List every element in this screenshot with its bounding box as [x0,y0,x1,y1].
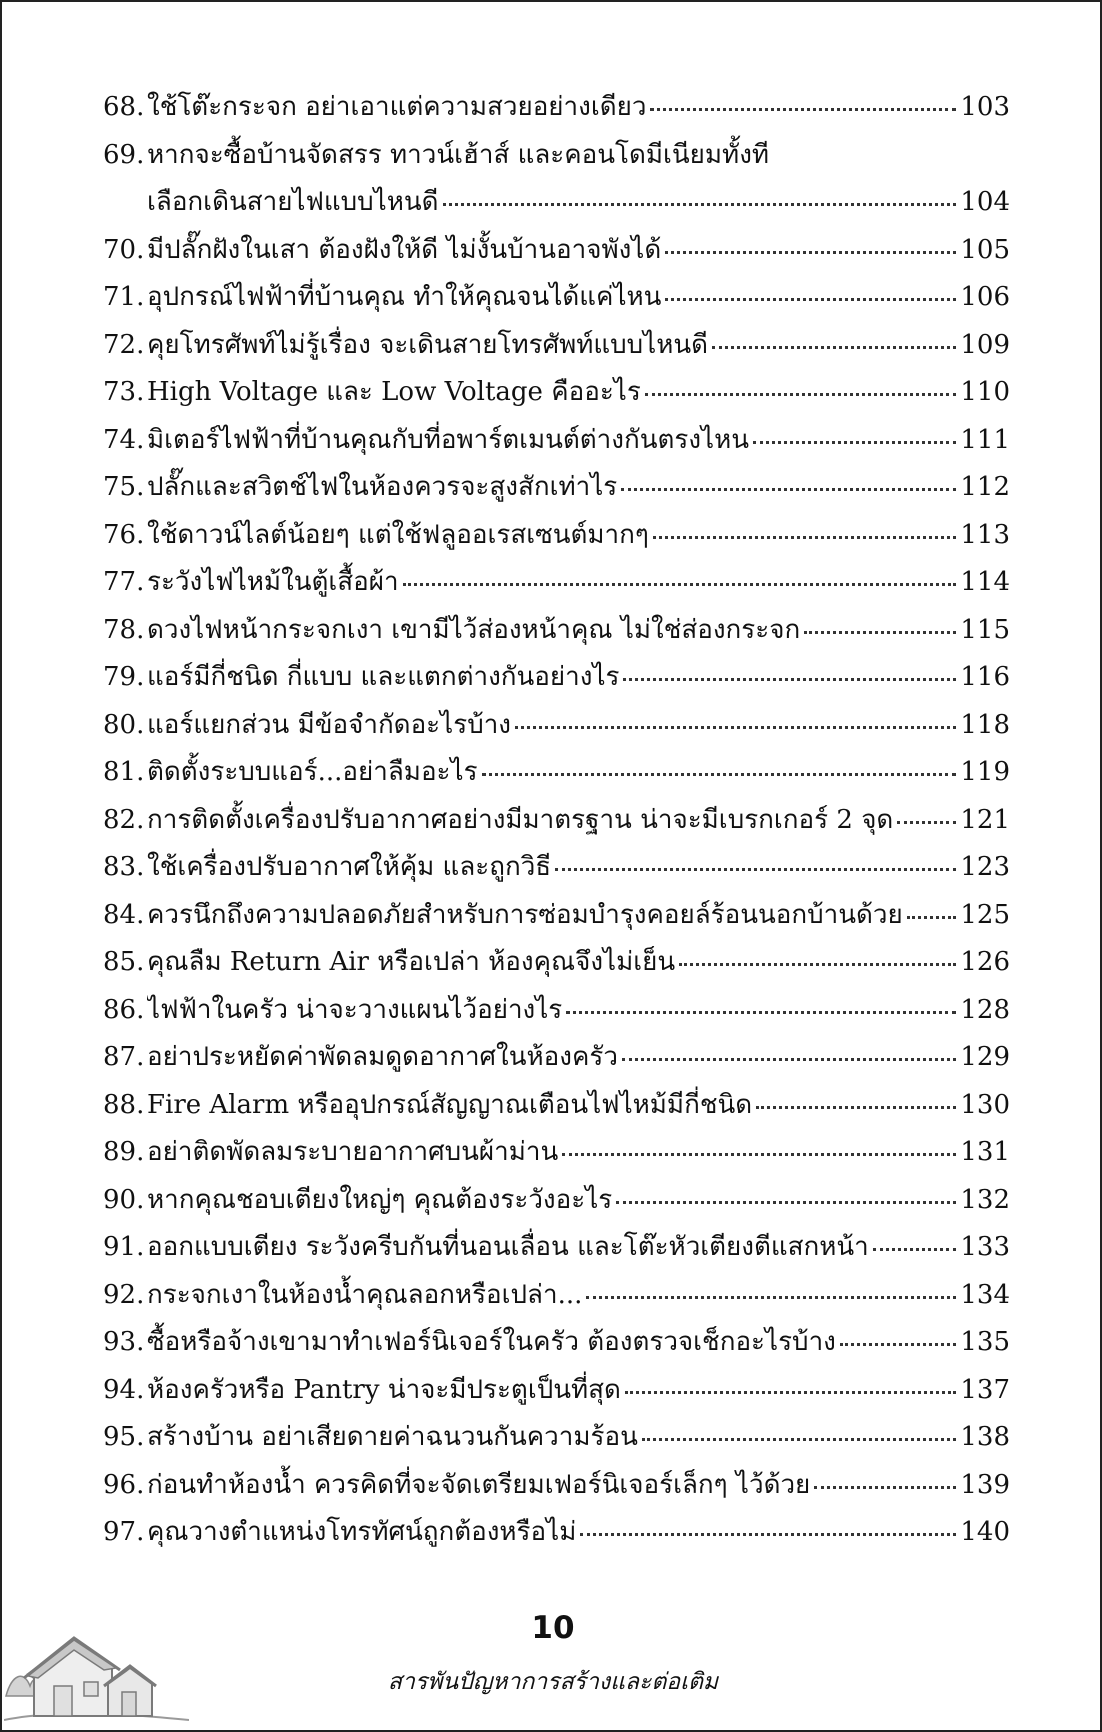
toc-entry-title: แอร์แยกส่วน มีข้อจำกัดอะไรบ้าง [147,709,511,740]
toc-entry-page: 134 [960,1279,1010,1310]
toc-entry-88 [103,1082,1010,1130]
toc-entry-second-line [103,179,1010,227]
toc-entry-78 [103,607,1010,655]
toc-entry-title: ใช้ดาวน์ไลต์น้อยๆ แต่ใช้ฟลูออเรสเซนต์มากๆ [147,519,649,550]
toc-entry-title: หากคุณชอบเตียงใหญ่ๆ คุณต้องระวังอะไร [147,1184,613,1215]
dot-leader [756,1106,956,1109]
toc-entry-title: กระจกเงาในห้องน้ำคุณลอกหรือเปล่า... [147,1279,583,1310]
toc-entry-page: 103 [960,92,1010,122]
toc-entry-83 [103,844,1010,892]
toc-entry-page: 115 [960,614,1010,645]
toc-entry-title: สร้างบ้าน อย่าเสียดายค่าฉนวนกันความร้อน [147,1422,638,1452]
toc-entry-number: 89. [103,1137,145,1167]
toc-entry-title: ซื้อหรือจ้างเขามาทำเฟอร์นิเจอร์ในครัว ต้องตรวจเช็กอะไรบ้าง [147,1327,836,1357]
toc-entry-number: 79. [103,662,145,692]
toc-entry-70 [103,227,1010,275]
toc-entry-page: 116 [960,662,1010,692]
toc-entry-95 [103,1414,1010,1462]
toc-entry-number: 76. [103,519,145,550]
toc-entry-title: ใช้โต๊ะกระจก อย่าเอาแต่ความสวยอย่างเดียว [147,92,647,122]
dot-leader [650,108,956,111]
toc-entry-71 [103,274,1010,322]
dot-leader [622,1058,956,1061]
dot-leader [625,1391,956,1394]
table-of-contents [103,84,1010,1557]
toc-entry-title: เลือกเดินสายไฟแบบไหนดี [147,187,439,217]
toc-entry-87 [103,1034,1010,1082]
toc-entry-90 [103,1177,1010,1225]
toc-entry-number: 75. [103,472,145,502]
toc-entry-page: 123 [960,852,1010,882]
book-title: สารพันปัญหาการสร้างและต่อเติม [387,1669,719,1695]
toc-entry-number: 92. [103,1279,145,1310]
toc-entry-title: คุณวางตำแหน่งโทรทัศน์ถูกต้องหรือไม่ [147,1517,577,1547]
dot-leader [907,916,957,919]
toc-entry-92 [103,1272,1010,1320]
toc-entry-page: 118 [960,709,1010,740]
dot-leader [616,1201,956,1204]
toc-entry-page: 130 [960,1089,1010,1120]
toc-entry-number: 68. [103,92,145,122]
toc-entry-page: 138 [960,1422,1010,1452]
toc-entry-number: 96. [103,1469,145,1500]
toc-entry-page: 111 [960,424,1010,455]
toc-entry-81 [103,749,1010,797]
toc-entry-title: อุปกรณ์ไฟฟ้าที่บ้านคุณ ทำให้คุณจนได้แค่ไหน [147,282,662,312]
toc-entry-number: 77. [103,567,145,597]
toc-entry-number: 82. [103,804,145,835]
toc-entry-96 [103,1462,1010,1510]
toc-entry-page: 104 [960,187,1010,217]
toc-entry-title: ห้องครัวหรือ Pantry น่าจะมีประตูเป็นที่สุด [147,1374,621,1405]
toc-entry-title: ปลั๊กและสวิตช์ไฟในห้องควรจะสูงสักเท่าไร [147,472,618,502]
toc-entry-number: 72. [103,329,145,360]
toc-entry-page: 106 [960,282,1010,312]
toc-entry-number: 88. [103,1089,145,1120]
dot-leader [623,678,956,681]
toc-entry-number: 69. [103,139,145,170]
toc-entry-title: ควรนึกถึงความปลอดภัยสำหรับการซ่อมบำรุงคอยล์ร้อนนอกบ้านด้วย [147,899,903,930]
toc-entry-number: 73. [103,377,145,407]
toc-entry-number: 81. [103,757,145,787]
toc-entry-number: 91. [103,1232,145,1262]
toc-entry-page: 139 [960,1469,1010,1500]
toc-entry-title: ออกแบบเตียง ระวังครีบกันที่นอนเลื่อน และโต๊ะหัวเตียงตีแสกหน้า [147,1232,869,1262]
toc-entry-page: 131 [960,1137,1010,1167]
toc-entry-number: 71. [103,282,145,312]
toc-entry-page: 140 [960,1517,1010,1547]
toc-entry-page: 126 [960,947,1010,977]
toc-entry-89 [103,1129,1010,1177]
dot-leader [555,868,956,871]
toc-entry-page: 119 [960,757,1010,787]
toc-entry-title: แอร์มีกี่ชนิด กี่แบบ และแตกต่างกันอย่างไร [147,662,620,692]
toc-entry-74 [103,417,1010,465]
toc-entry-page: 133 [960,1232,1010,1262]
toc-entry-title: คุณลืม Return Air หรือเปล่า ห้องคุณจึงไม่เย็น [147,947,676,977]
dot-leader [562,1153,956,1156]
toc-entry-number: 78. [103,614,145,645]
dot-leader [814,1486,956,1489]
dot-leader [679,963,956,966]
dot-leader [566,1011,956,1014]
toc-entry-68 [103,84,1010,132]
toc-entry-title: Fire Alarm หรืออุปกรณ์สัญญาณเตือนไฟไหม้มีกี่ชนิด [147,1089,753,1120]
toc-entry-93 [103,1319,1010,1367]
toc-entry-title: อย่าประหยัดค่าพัดลมดูดอากาศในห้องครัว [147,1042,618,1072]
dot-leader [642,1438,956,1441]
dot-leader [482,773,957,776]
toc-entry-69 [103,132,1010,227]
toc-entry-number: 90. [103,1184,145,1215]
dot-leader [873,1248,957,1251]
toc-entry-title: คุยโทรศัพท์ไม่รู้เรื่อง จะเดินสายโทรศัพท์แบบไหนดี [147,329,709,360]
dot-leader [840,1343,956,1346]
toc-entry-title: มีปลั๊กฝังในเสา ต้องฝังให้ดี ไม่งั้นบ้านอาจพังได้ [147,234,662,265]
dot-leader [621,488,956,491]
toc-entry-page: 121 [960,804,1010,835]
toc-entry-85 [103,939,1010,987]
toc-entry-number: 85. [103,947,145,977]
toc-entry-77 [103,559,1010,607]
toc-entry-number: 83. [103,852,145,882]
toc-entry-number: 94. [103,1374,145,1405]
toc-entry-number: 74. [103,424,145,455]
dot-leader [665,251,956,254]
toc-entry-91 [103,1224,1010,1272]
toc-entry-page: 129 [960,1042,1010,1072]
dot-leader [586,1296,956,1299]
toc-entry-number: 87. [103,1042,145,1072]
toc-entry-84 [103,892,1010,940]
toc-entry-title: ก่อนทำห้องน้ำ ควรคิดที่จะจัดเตรียมเฟอร์นิเจอร์เล็กๆ ไว้ด้วย [147,1469,811,1500]
toc-entry-97 [103,1509,1010,1557]
toc-entry-page: 125 [960,899,1010,930]
toc-entry-number: 97. [103,1517,145,1547]
toc-entry-title: มิเตอร์ไฟฟ้าที่บ้านคุณกับที่อพาร์ตเมนต์ต่างกันตรงไหน [147,424,750,455]
toc-entry-title: ติดตั้งระบบแอร์...อย่าลืมอะไร [147,757,478,787]
toc-entry-page: 132 [960,1184,1010,1215]
toc-entry-title-line1: หากจะซื้อบ้านจัดสรร ทาวน์เฮ้าส์ และคอนโดมีเนียมทั้งที [147,139,770,170]
toc-entry-page: 137 [960,1374,1010,1405]
toc-entry-number: 70. [103,234,145,265]
dot-leader [804,631,956,634]
page-number: 10 [531,1610,575,1646]
toc-entry-title: High Voltage และ Low Voltage คืออะไร [147,377,641,407]
toc-entry-title: ดวงไฟหน้ากระจกเงา เขามีไว้ส่องหน้าคุณ ไม่ใช่ส่องกระจก [147,614,801,645]
toc-entry-page: 110 [960,377,1010,407]
toc-entry-73 [103,369,1010,417]
dot-leader [645,393,957,396]
toc-entry-page: 128 [960,994,1010,1025]
dot-leader [580,1533,956,1536]
dot-leader [515,726,956,729]
toc-entry-page: 112 [960,472,1010,502]
toc-entry-page: 109 [960,329,1010,360]
toc-entry-page: 114 [960,567,1010,597]
toc-entry-number: 95. [103,1422,145,1452]
toc-entry-75 [103,464,1010,512]
toc-entry-first-line [103,132,1010,180]
dot-leader [753,441,956,444]
toc-entry-86 [103,987,1010,1035]
dot-leader [712,346,956,349]
toc-entry-title: ระวังไฟไหม้ในตู้เสื้อผ้า [147,567,399,597]
toc-entry-82 [103,797,1010,845]
dot-leader [443,203,957,206]
toc-entry-79 [103,654,1010,702]
dot-leader [403,583,957,586]
dot-leader [897,821,956,824]
toc-entry-number: 93. [103,1327,145,1357]
toc-entry-80 [103,702,1010,750]
toc-entry-title: ไฟฟ้าในครัว น่าจะวางแผนไว้อย่างไร [147,994,563,1025]
toc-entry-94 [103,1367,1010,1415]
toc-entry-page: 105 [960,234,1010,265]
toc-entry-title: อย่าติดพัดลมระบายอากาศบนผ้าม่าน [147,1137,559,1167]
toc-entry-number: 80. [103,709,145,740]
toc-entry-number: 84. [103,899,145,930]
dot-leader [653,536,957,539]
toc-entry-page: 113 [960,519,1010,550]
dot-leader [665,298,956,301]
toc-entry-title: การติดตั้งเครื่องปรับอากาศอย่างมีมาตรฐาน น่าจะมีเบรกเกอร์ 2 จุด [147,804,894,835]
toc-entry-title: ใช้เครื่องปรับอากาศให้คุ้ม และถูกวิธี [147,852,552,882]
toc-entry-page: 135 [960,1327,1010,1357]
toc-entry-76 [103,512,1010,560]
toc-entry-number: 86. [103,994,145,1025]
toc-entry-72 [103,322,1010,370]
